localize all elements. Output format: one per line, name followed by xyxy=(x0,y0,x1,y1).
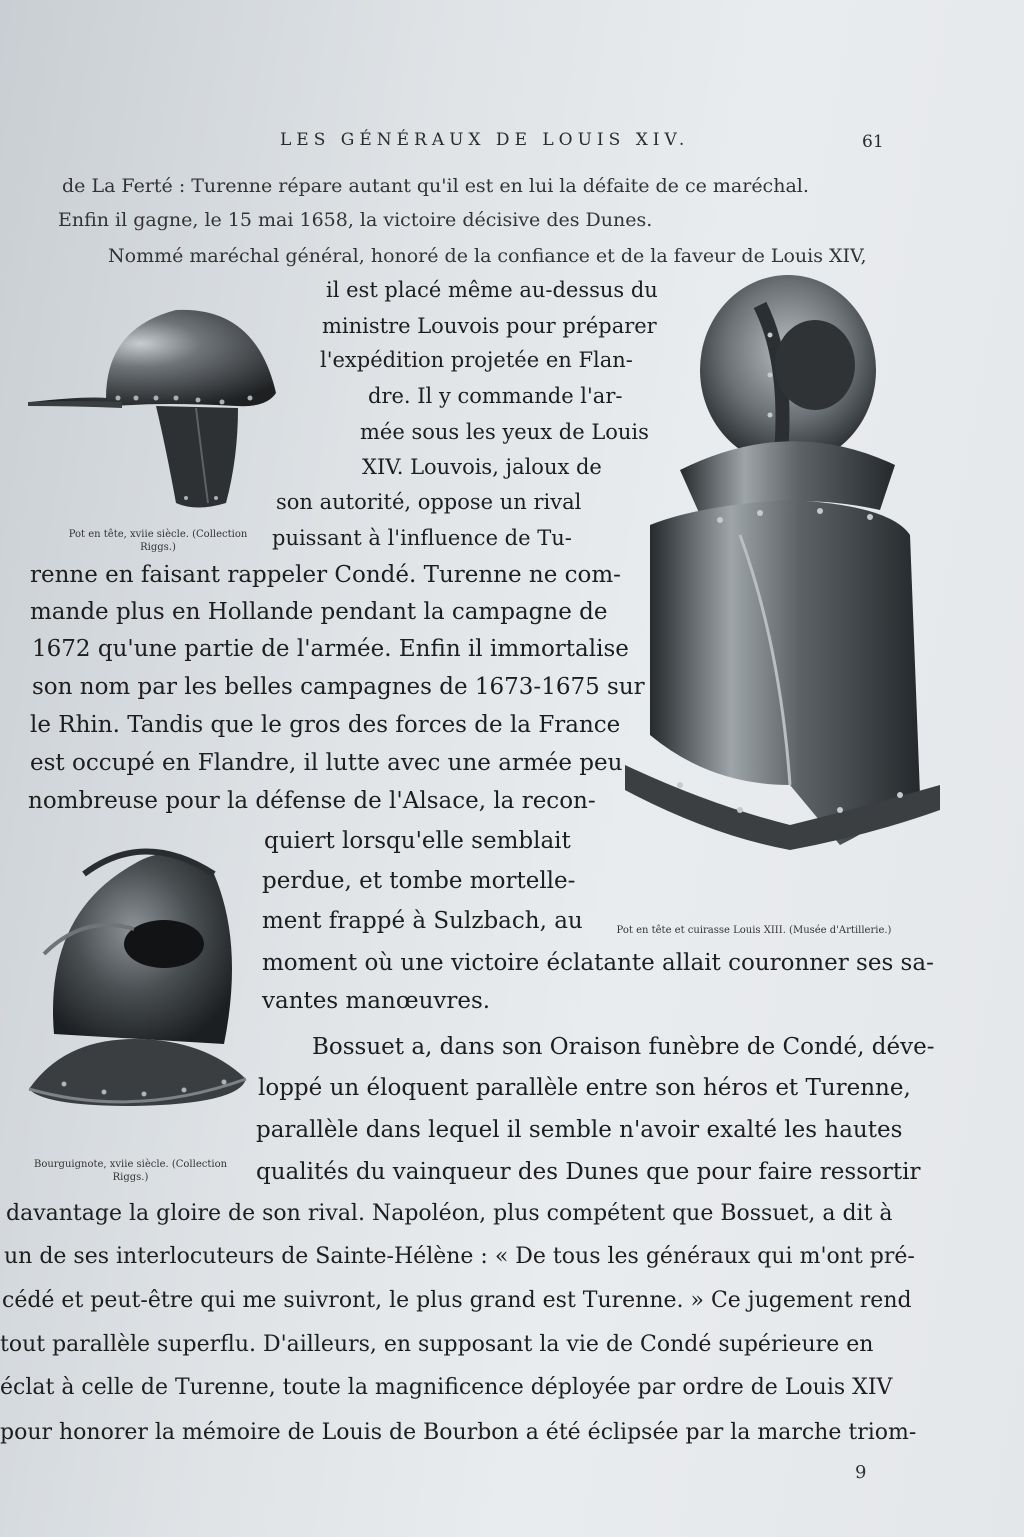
text-line: son nom par les belles campagnes de 1673-1675 sur xyxy=(32,674,645,700)
text-line: dre. Il y commande l'ar- xyxy=(368,384,623,408)
text-line: davantage la gloire de son rival. Napoléon, plus compétent que Bossuet, a dit à xyxy=(6,1201,893,1226)
cuirass-helmet-image xyxy=(620,265,945,915)
text-line: nombreuse pour la défense de l'Alsace, la recon- xyxy=(28,788,596,814)
text-line: pour honorer la mémoire de Louis de Bourbon a été éclipsée par la marche triom- xyxy=(0,1420,917,1445)
text-line: mande plus en Hollande pendant la campagne de xyxy=(30,599,608,625)
bourguignote-helmet-image xyxy=(24,834,254,1124)
text-line: Bossuet a, dans son Oraison funèbre de Condé, déve- xyxy=(312,1034,935,1060)
text-line: 1672 qu'une partie de l'armée. Enfin il immortalise xyxy=(32,636,629,662)
figure-caption: Bourguignote, xviie siècle. (Collection Riggs.) xyxy=(33,1159,228,1183)
figure-caption: Pot en tête, xviie siècle. (Collection Riggs.) xyxy=(68,529,248,553)
signature-mark: 9 xyxy=(855,1462,867,1483)
text-line: Nommé maréchal général, honoré de la confiance et de la faveur de Louis XIV, xyxy=(108,245,867,267)
text-line: XIV. Louvois, jaloux de xyxy=(362,455,602,479)
text-line: parallèle dans lequel il semble n'avoir exalté les hautes xyxy=(256,1117,903,1143)
text-line: vantes manœuvres. xyxy=(262,988,491,1014)
text-line: il est placé même au-dessus du xyxy=(326,278,658,302)
text-line: le Rhin. Tandis que le gros des forces de la France xyxy=(30,712,621,738)
text-line: puissant à l'influence de Tu- xyxy=(272,526,572,550)
pot-en-tete-helmet-image xyxy=(26,298,286,518)
text-line: loppé un éloquent parallèle entre son héros et Turenne, xyxy=(258,1075,911,1101)
page-number: 61 xyxy=(862,132,884,152)
text-line: de La Ferté : Turenne répare autant qu'il est en lui la défaite de ce maréchal. xyxy=(62,175,809,197)
running-title: LES GÉNÉRAUX DE LOUIS XIV. xyxy=(280,130,690,150)
text-line: quiert lorsqu'elle semblait xyxy=(264,828,571,854)
text-line: ment frappé à Sulzbach, au xyxy=(262,908,583,934)
text-line: l'expédition projetée en Flan- xyxy=(320,348,633,372)
text-line: perdue, et tombe mortelle- xyxy=(262,868,576,894)
text-line: Enfin il gagne, le 15 mai 1658, la victoire décisive des Dunes. xyxy=(58,209,653,231)
figure-caption: Pot en tête et cuirasse Louis XIII. (Musée d'Artillerie.) xyxy=(616,925,892,936)
text-line: son autorité, oppose un rival xyxy=(276,490,582,514)
text-line: qualités du vainqueur des Dunes que pour faire ressortir xyxy=(256,1159,921,1185)
text-line: ministre Louvois pour préparer xyxy=(322,314,657,338)
text-line: cédé et peut-être qui me suivront, le plus grand est Turenne. » Ce jugement rend xyxy=(2,1288,912,1313)
text-line: un de ses interlocuteurs de Sainte-Hélène : « De tous les généraux qui m'ont pré- xyxy=(4,1244,915,1269)
text-line: renne en faisant rappeler Condé. Turenne ne com- xyxy=(30,562,621,588)
text-line: mée sous les yeux de Louis xyxy=(360,420,649,444)
text-line: moment où une victoire éclatante allait couronner ses sa- xyxy=(262,950,934,976)
text-line: tout parallèle superflu. D'ailleurs, en supposant la vie de Condé supérieure en xyxy=(0,1332,874,1357)
text-line: est occupé en Flandre, il lutte avec une armée peu xyxy=(30,750,623,776)
text-line: éclat à celle de Turenne, toute la magnificence déployée par ordre de Louis XIV xyxy=(0,1375,893,1400)
